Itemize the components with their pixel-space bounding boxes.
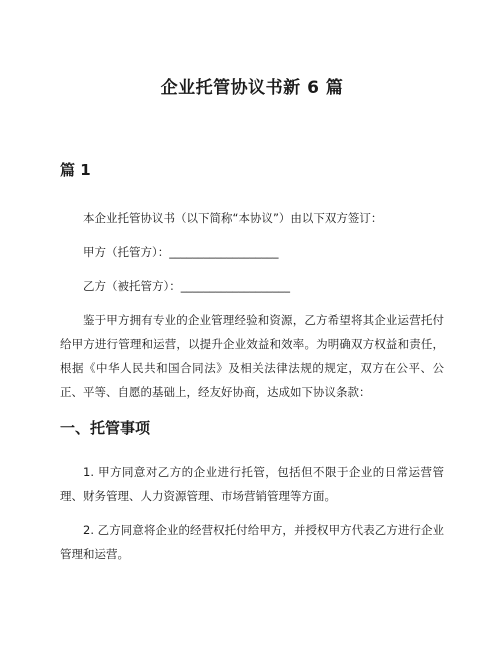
- party-b-line: 乙方（被托管方）：___________________: [83, 279, 290, 293]
- clause-item-2: 2. 乙方同意将企业的经营权托付给甲方，并授权甲方代表乙方进行企业管理和运营。: [60, 523, 444, 561]
- preamble-paragraph: 鉴于甲方拥有专业的企业管理经验和资源，乙方希望将其企业运营托付给甲方进行管理和运营，以提升企业效益和效率。为明确双方权益和责任，根据《中华人民共和国合同法》及相关法律法规的规定，双方在公平、公正、平等、自愿的基础上，经友好协商，达成如下协议条款：: [60, 313, 444, 399]
- party-a-line: 甲方（托管方）：___________________: [83, 245, 279, 259]
- document-title: 企业托管协议书新 6 篇: [160, 78, 344, 98]
- clause-item-1: 1. 甲方同意对乙方的企业进行托管，包括但不限于企业的日常运营管理、财务管理、人力资源管理、市场营销管理等方面。: [60, 465, 444, 503]
- clause-heading: 一、托管事项: [60, 419, 151, 437]
- intro-paragraph: 本企业托管协议书（以下简称“本协议”）由以下双方签订：: [83, 211, 383, 225]
- part-heading: 篇 1: [60, 161, 91, 179]
